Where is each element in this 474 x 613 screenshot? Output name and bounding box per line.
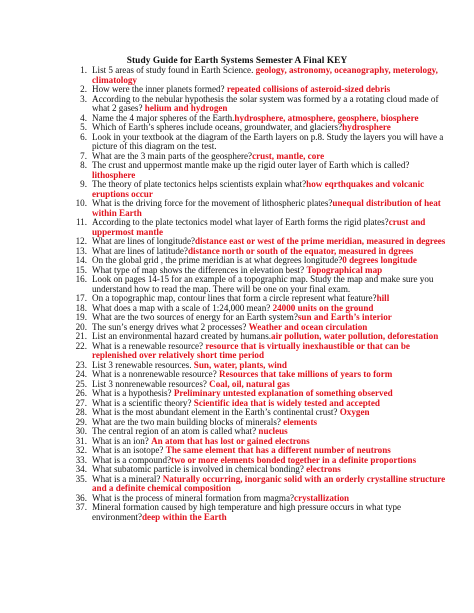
item-number: 20. <box>75 321 87 332</box>
question-text: The theory of plate tectonics helps scientists explain what? <box>92 179 307 189</box>
list-item <box>70 161 450 180</box>
item-number: 37. <box>75 502 87 512</box>
question-text: What is a mineral? <box>92 473 163 484</box>
answer-text: Resources that take millions of years to form <box>219 369 393 379</box>
item-number: 35. <box>75 473 87 484</box>
answer-text: distance north or south of the equator, measured in dgrees <box>187 245 414 256</box>
list-item <box>70 180 450 199</box>
item-body <box>92 503 450 522</box>
answer-text: geology, astronomy, oceanography, meterology, climatology <box>92 65 438 85</box>
item-body <box>92 218 450 237</box>
answer-text: 24000 units on the ground <box>272 302 374 313</box>
question-text: The central region of an atom is called what? <box>92 426 259 436</box>
item-number: 1. <box>80 65 87 75</box>
item-number: 19. <box>75 312 87 322</box>
answer-text: crystallization <box>294 492 350 503</box>
item-number: 34. <box>75 464 87 474</box>
question-text: What is a renewable resource? <box>92 340 206 351</box>
item-number: 12. <box>75 236 87 246</box>
answer-text: The same element that has a different number of neutrons <box>165 445 391 455</box>
item-number: 26. <box>75 388 87 398</box>
answer-text: how eqrthquakes and volcanic eruptions occur <box>92 179 425 199</box>
answer-text: Topographical map <box>306 264 383 275</box>
item-number: 17. <box>75 293 87 303</box>
answer-text: hill <box>376 293 390 303</box>
question-text: What are the two sources of energy for an Earth system? <box>92 312 298 322</box>
item-number: 2. <box>80 84 87 94</box>
answer-text: distance east or west of the prime meridian, measured in degrees <box>195 236 446 246</box>
item-number: 31. <box>75 435 87 446</box>
item-number: 10. <box>75 198 87 208</box>
question-text: How were the inner planets formed? <box>92 84 227 94</box>
item-number: 6. <box>80 131 87 142</box>
list-item <box>70 133 450 152</box>
item-number: 36. <box>75 492 87 503</box>
page-title: Study Guide for Earth Systems Semester A Final KEY <box>126 56 348 66</box>
question-text: What is the most abundant element in the Earth’s continental crust? <box>92 407 340 417</box>
answer-text: Naturally occurring, inorganic solid with an orderly crystalline structure and a definite chemical composition <box>92 473 446 493</box>
item-number: 4. <box>80 112 87 123</box>
list-item <box>70 503 450 522</box>
question-text: List an environmental hazard created by humans. <box>92 331 272 341</box>
item-number: 15. <box>75 264 87 275</box>
question-text: According to the nebular hypothesis the solar system was formed by a a rotating cloud made of what 2 gases? <box>92 93 439 113</box>
answer-text: nucleus <box>258 426 288 436</box>
item-body <box>92 133 450 152</box>
question-text: What are the two main building blocks of minerals? <box>92 416 284 427</box>
question-text: List 3 renewable resources. <box>92 359 194 370</box>
item-body <box>92 180 450 199</box>
answer-text: helium and hydrogen <box>144 103 228 113</box>
question-text: What are lines of latitude? <box>92 245 188 256</box>
item-number: 33. <box>75 454 87 465</box>
question-text: The crust and uppermost mantle make up the rigid outer layer of Earth which is called? <box>92 160 410 170</box>
question-text: What subatomic particle is involved in chemical bonding? <box>92 464 307 474</box>
item-body <box>92 275 450 294</box>
answer-text: Preliminary untested explanation of something observed <box>173 388 393 398</box>
item-number: 16. <box>75 274 87 284</box>
question-text: What is the driving force for the movement of lithospheric plates? <box>92 198 333 208</box>
question-text: Name the 4 major spheres of the Earth. <box>92 112 235 123</box>
answer-text: sun and Earth’s interior <box>297 312 392 322</box>
item-body <box>92 66 450 85</box>
question-text: Look on pages 14-15 for an example of a topographic map. Study the map and make sure you understand how to read the map. There will be one on your final exam. <box>92 274 434 294</box>
item-number: 32. <box>75 445 87 455</box>
item-number: 8. <box>80 160 87 170</box>
list-item <box>70 275 450 294</box>
question-text: What is a hypothesis? <box>92 388 174 398</box>
question-text: Which of Earth’s spheres include oceans, groundwater, and glaciers? <box>92 122 343 132</box>
item-number: 14. <box>75 255 87 265</box>
question-text: What are lines of longitude? <box>92 236 196 246</box>
answer-text: crust and uppermost mantle <box>92 217 426 237</box>
question-text: List 5 areas of study found in Earth Science. <box>92 65 256 75</box>
list-item <box>70 475 450 494</box>
item-number: 24. <box>75 369 87 379</box>
list-item <box>70 66 450 85</box>
answer-text: Coal, oil, natural gas <box>209 378 290 389</box>
question-text: What does a map with a scale of 1:24,000 mean? <box>92 302 273 313</box>
item-body <box>92 161 450 180</box>
list-item <box>70 342 450 361</box>
answer-text: air pollution, water pollution, deforestation <box>271 331 439 341</box>
answer-text: Weather and ocean circulation <box>248 321 368 332</box>
answer-text: Oxygen <box>339 407 370 417</box>
answer-text: crust, mantle, core <box>252 150 325 161</box>
question-text: List 3 nonrenewable resources? <box>92 378 210 389</box>
item-number: 18. <box>75 302 87 313</box>
item-number: 9. <box>80 179 87 189</box>
item-number: 7. <box>80 150 87 161</box>
answer-text: two or more elements bonded together in a definite proportions <box>171 454 417 465</box>
answer-text: unequal distribution of heat within Earth <box>92 198 441 218</box>
question-text: What is an ion? <box>92 435 152 446</box>
item-number: 5. <box>80 122 87 132</box>
item-number: 30. <box>75 426 87 436</box>
answer-text: repeated collisions of asteroid-sized debris <box>226 84 391 94</box>
answer-text: elements <box>283 416 318 427</box>
item-body <box>92 342 450 361</box>
item-number: 13. <box>75 245 87 256</box>
item-number: 28. <box>75 407 87 417</box>
item-number: 27. <box>75 397 87 408</box>
question-list <box>70 66 450 522</box>
item-number: 21. <box>75 331 87 341</box>
answer-text: Sun, water, plants, wind <box>193 359 287 370</box>
question-text: What is the process of mineral formation from magma? <box>92 492 295 503</box>
item-body <box>92 199 450 218</box>
question-text: Mineral formation caused by high temperature and high pressure occurs in what type environment? <box>92 502 402 522</box>
question-text: On the global grid , the prime meridian is at what degrees longitude? <box>92 255 343 265</box>
list-item <box>70 199 450 218</box>
item-number: 29. <box>75 416 87 427</box>
question-text: According to the plate tectonics model what layer of Earth forms the rigid plates? <box>92 217 389 227</box>
item-number: 23. <box>75 359 87 370</box>
item-number: 25. <box>75 378 87 389</box>
question-text: What is a scientific theory? <box>92 397 194 408</box>
item-number: 11. <box>75 217 87 227</box>
item-body <box>92 95 450 114</box>
question-text: What is a compound? <box>92 454 172 465</box>
item-number: 22. <box>75 340 87 351</box>
question-text: On a topographic map, contour lines that form a circle represent what feature? <box>92 293 377 303</box>
question-text: Look in your textbook at the diagram of the Earth layers on p.8. Study the layers you will have a picture of this diagram on the test. <box>92 131 444 151</box>
answer-text: Scientific idea that is widely tested and accepted <box>193 397 380 408</box>
answer-text: An atom that has lost or gained electrons <box>151 435 310 446</box>
answer-text: 0 degrees longitude <box>342 255 417 265</box>
answer-text: lithosphere <box>92 169 136 180</box>
answer-text: electrons <box>306 464 341 474</box>
answer-text: hydrosphere <box>342 122 391 132</box>
question-text: What is a nonrenewable resource? <box>92 369 219 379</box>
list-item <box>70 218 450 237</box>
answer-text: hydrosphere, atmosphere, geosphere, biosphere <box>234 112 419 123</box>
item-number: 3. <box>80 93 87 104</box>
question-text: What is an isotope? <box>92 445 166 455</box>
item-body <box>92 475 450 494</box>
question-text: What type of map shows the differences in elevation best? <box>92 264 307 275</box>
question-text: What are the 3 main parts of the geosphere? <box>92 150 253 161</box>
question-text: The sun’s energy drives what 2 processes? <box>92 321 249 332</box>
answer-text: deep within the Earth <box>142 511 227 522</box>
answer-text: resource that is virtually inexhaustible or that can be replenished over relatively short time period <box>92 340 410 360</box>
list-item <box>70 95 450 114</box>
